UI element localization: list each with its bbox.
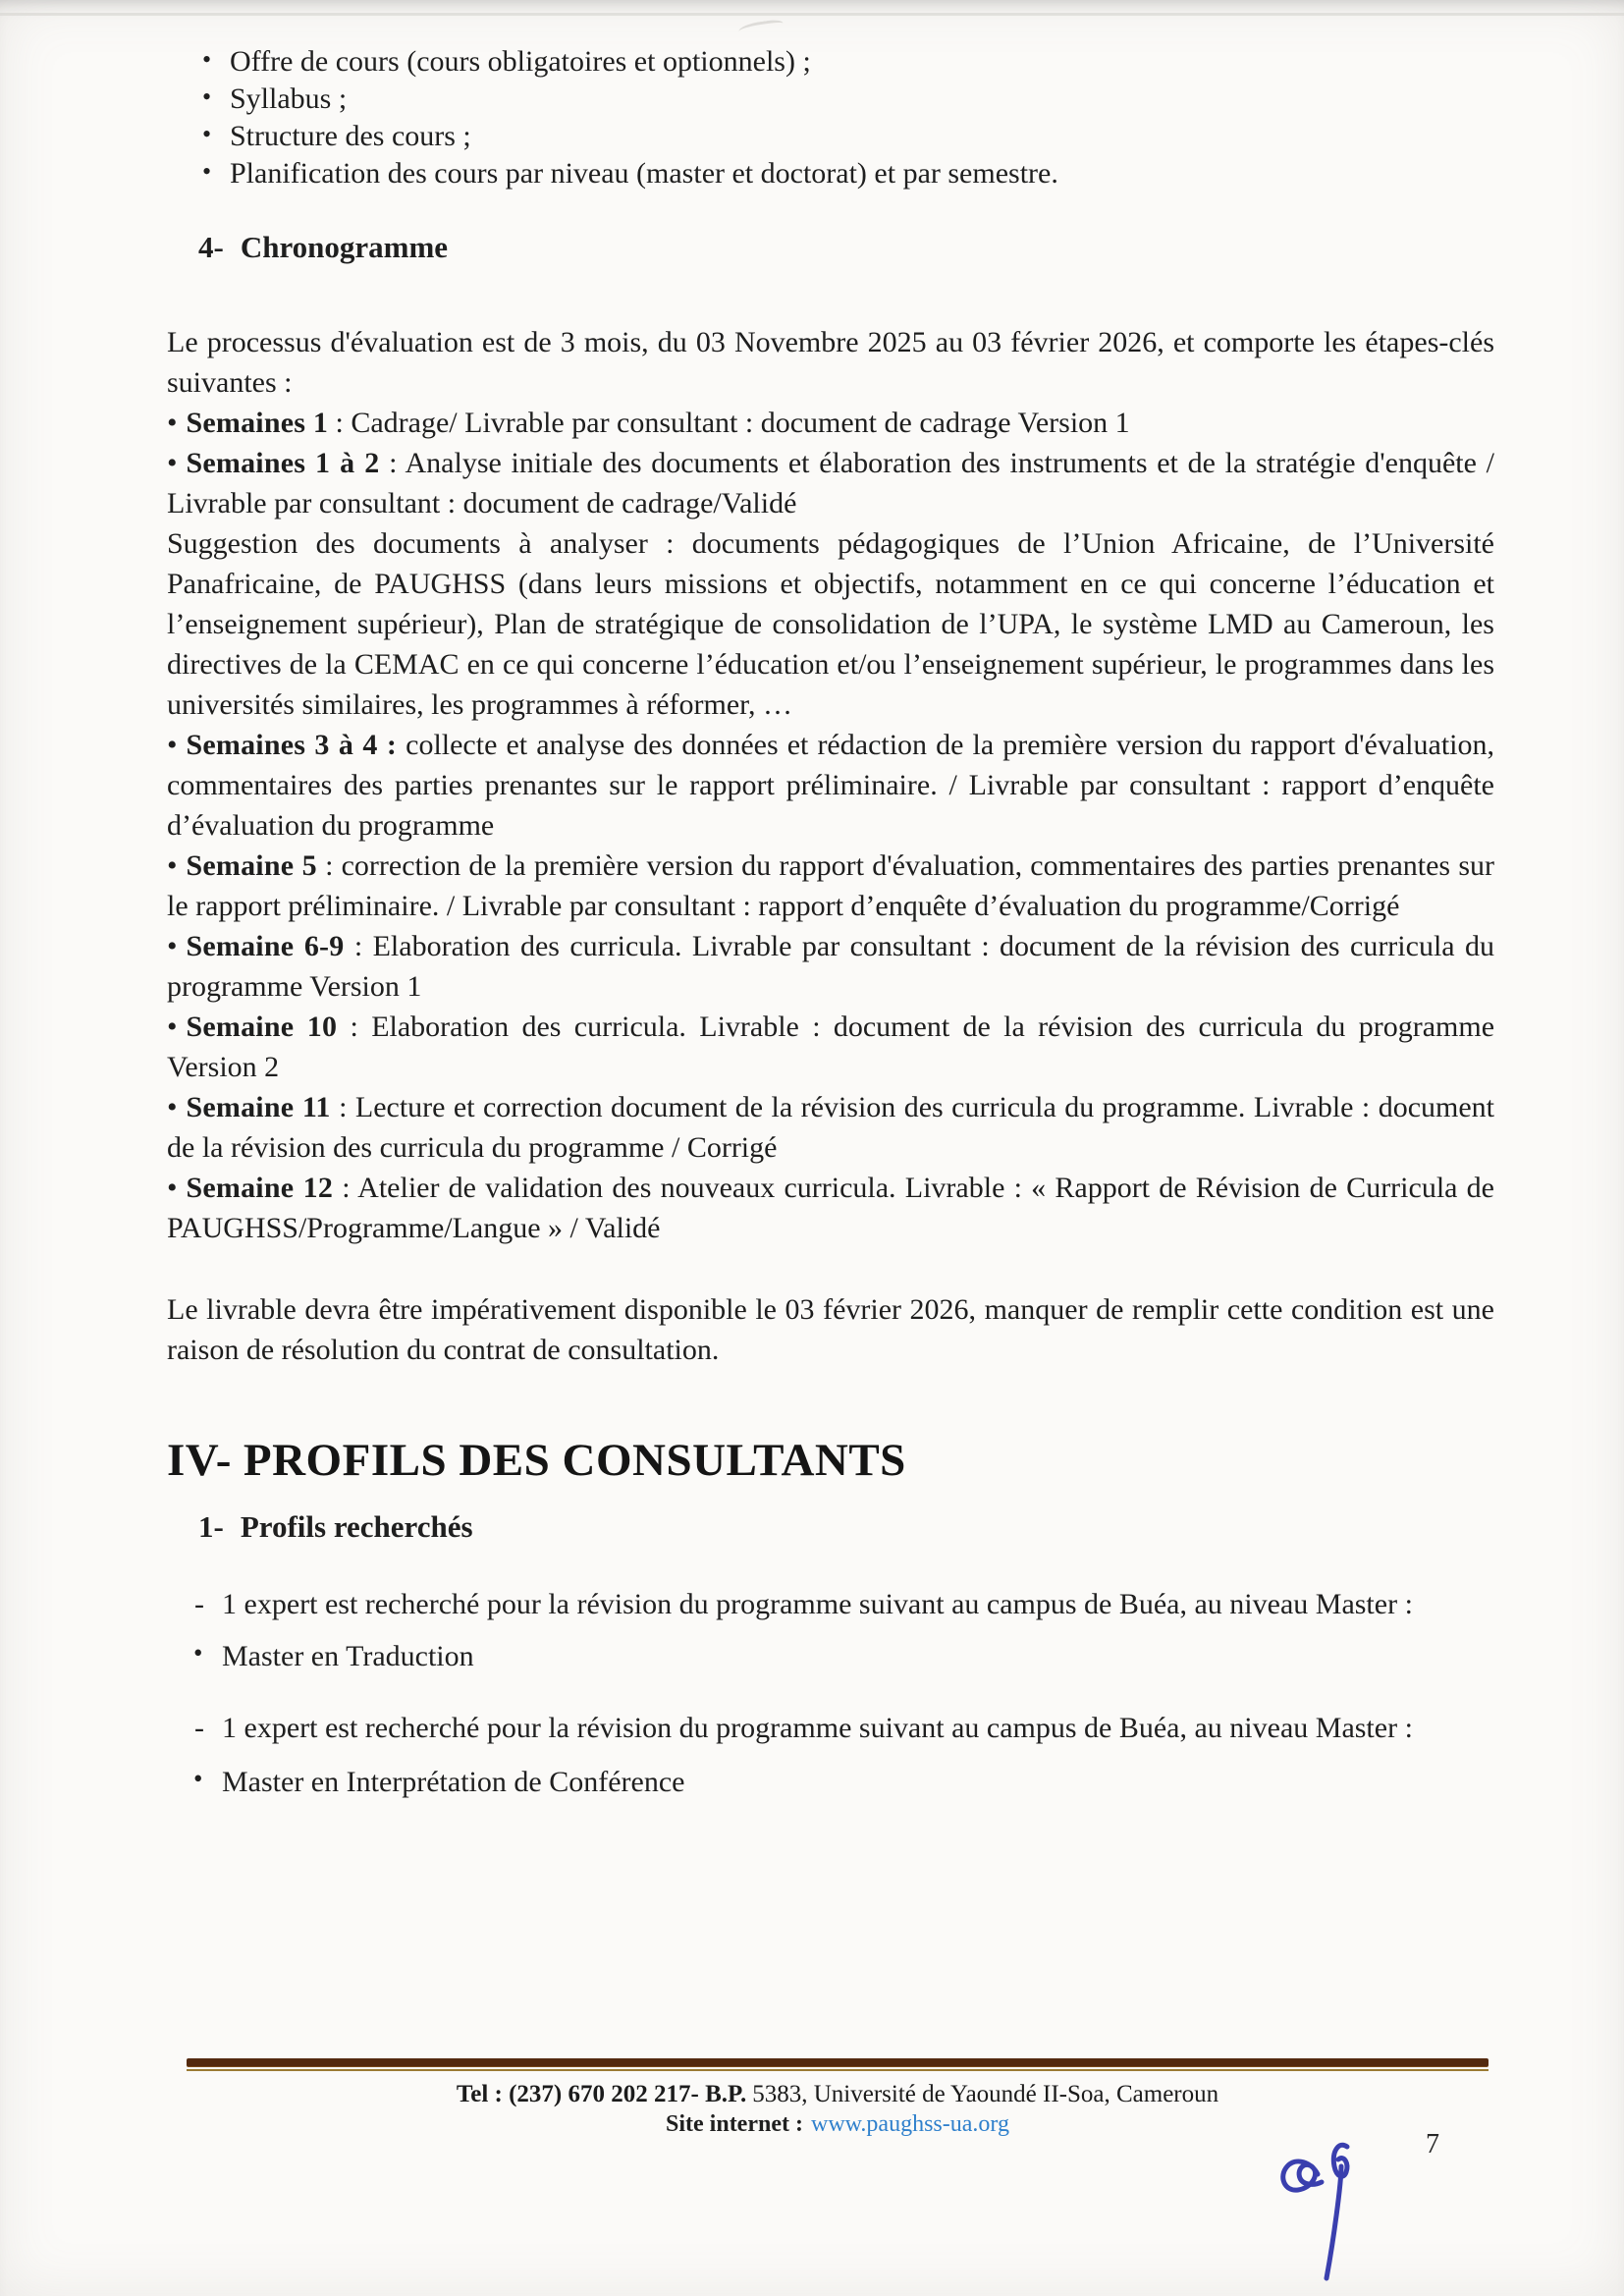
step-label: Semaines 1 à 2 xyxy=(186,447,380,479)
bullet-icon: • xyxy=(202,120,212,148)
chronogramme-intro: Le processus d'évaluation est de 3 mois, du 03 Novembre 2025 au 03 février 2026, et comporte les étapes-clés suivantes : xyxy=(167,326,1494,399)
dash-icon: - xyxy=(194,1712,204,1744)
section-number: IV- xyxy=(167,1435,232,1486)
section-number: 4- xyxy=(198,230,224,264)
bullet-icon: • xyxy=(167,930,178,962)
footer-rule-thin xyxy=(187,2069,1489,2071)
footer-tel-label: Tel : (237) 670 202 217- B.P. xyxy=(456,2081,747,2107)
page-number: 7 xyxy=(1426,2129,1439,2159)
section-title: Chronogramme xyxy=(240,230,449,264)
list-item xyxy=(167,155,1494,192)
timeline-step xyxy=(167,1087,1494,1168)
list-item xyxy=(167,81,1494,118)
list-item-text: Syllabus ; xyxy=(230,82,348,115)
expert-requirement-text: 1 expert est recherché pour la révision du programme suivant au campus de Buéa, au niveau Master : xyxy=(222,1588,1413,1620)
step-text: : correction de la première version du rapport d'évaluation, commentaires des parties prenantes sur le rapport préliminaire. / Livrable par consultant : rapport d’enquête d’évaluation du programme/Corrigé xyxy=(167,849,1494,922)
bullet-icon: • xyxy=(167,447,178,479)
step-text: : Analyse initiale des documents et élaboration des instruments et de la stratégie d'enquête / Livrable par consultant : document de cadrage/Validé xyxy=(167,447,1494,519)
master-program-item xyxy=(167,1636,1494,1676)
footer-site-label: Site internet : xyxy=(666,2111,803,2137)
bullet-icon: • xyxy=(167,1011,178,1043)
step-text: : Elaboration des curricula. Livrable : document de la révision des curricula du programme Version 2 xyxy=(167,1011,1495,1083)
step-label: Semaine 11 xyxy=(186,1091,331,1123)
step-label: Semaine 12 xyxy=(186,1172,334,1204)
subsection-heading-profils-recherches xyxy=(198,1507,1494,1547)
bullet-icon: • xyxy=(167,407,178,439)
step-label: Semaine 5 xyxy=(186,849,317,882)
section-title: PROFILS DES CONSULTANTS xyxy=(243,1435,906,1486)
bullet-icon: • xyxy=(202,157,212,186)
step-label: Semaine 6-9 xyxy=(186,930,345,962)
footer-tel-rest: 5383, Université de Yaoundé II-Soa, Cameroun xyxy=(752,2081,1219,2107)
bullet-icon: • xyxy=(167,1172,178,1204)
timeline-step xyxy=(167,725,1494,846)
step-text: : Elaboration des curricula. Livrable par consultant : document de la révision des curricula du programme Version 1 xyxy=(167,930,1495,1003)
timeline-step xyxy=(167,443,1494,523)
bullet-icon: • xyxy=(167,729,178,761)
section-heading-profils-consultants xyxy=(167,1433,1494,1488)
step-label: Semaines 3 à 4 : xyxy=(186,729,398,761)
bullet-icon: • xyxy=(193,1764,203,1793)
timeline-step xyxy=(167,403,1494,443)
step-text: : Lecture et correction document de la révision des curricula du programme. Livrable : document de la révision des curricula du programme / Corrigé xyxy=(167,1091,1495,1164)
timeline-step xyxy=(167,1168,1494,1248)
list-item xyxy=(167,118,1494,155)
step-text: : Cadrage/ Livrable par consultant : document de cadrage Version 1 xyxy=(328,407,1130,439)
dash-icon: - xyxy=(194,1588,204,1620)
footer-site-url: www.paughss-ua.org xyxy=(810,2111,1009,2137)
expert-requirement xyxy=(167,1584,1494,1624)
bullet-icon: • xyxy=(202,82,212,111)
subsection-title: Profils recherchés xyxy=(240,1509,473,1544)
footer-contact-line xyxy=(187,2080,1489,2109)
documents-suggestion-paragraph: Suggestion des documents à analyser : documents pédagogiques de l’Union Africaine, de l’Université Panafricaine, de PAUGHSS (dans leurs missions et objectifs, notamment en ce qui concerne l’éducation et l’enseignement supérieur), Plan de stratégique de consolidation de l’UPA, le système LMD au Cameroun, les directives de la CEMAC en ce qui concerne l’éducation et/ou l’enseignement supérieur, le programmes dans les universités similaires, les programmes à réformer, … xyxy=(167,527,1494,721)
deliverable-deadline-paragraph: Le livrable devra être impérativement disponible le 03 février 2026, manquer de remplir cette condition est une raison de résolution du contrat de consultation. xyxy=(167,1293,1494,1366)
master-program-item xyxy=(167,1762,1494,1802)
signature-mark xyxy=(1276,2133,1394,2290)
master-program-text: Master en Traduction xyxy=(222,1640,474,1672)
bullet-icon: • xyxy=(167,1091,178,1123)
expert-requirement-text: 1 expert est recherché pour la révision du programme suivant au campus de Buéa, au niveau Master : xyxy=(222,1712,1413,1744)
list-item-text: Structure des cours ; xyxy=(230,120,471,152)
course-elements-list xyxy=(167,43,1494,192)
bullet-icon: • xyxy=(193,1638,203,1667)
step-text: : Atelier de validation des nouveaux curricula. Livrable : « Rapport de Révision de Curricula de PAUGHSS/Programme/Langue » / Validé xyxy=(167,1172,1495,1244)
master-program-text: Master en Interprétation de Conférence xyxy=(222,1766,685,1798)
timeline-step xyxy=(167,846,1494,926)
list-item-text: Offre de cours (cours obligatoires et optionnels) ; xyxy=(230,45,811,78)
timeline-step xyxy=(167,1007,1494,1087)
step-label: Semaines 1 xyxy=(186,407,329,439)
footer-rule-thick xyxy=(187,2058,1489,2066)
list-item xyxy=(167,43,1494,81)
timeline-step xyxy=(167,926,1494,1007)
list-item-text: Planification des cours par niveau (master et doctorat) et par semestre. xyxy=(230,157,1058,190)
step-label: Semaine 10 xyxy=(186,1011,338,1043)
page-footer xyxy=(187,2058,1489,2139)
bullet-icon: • xyxy=(167,849,178,882)
bullet-icon: • xyxy=(202,45,212,74)
expert-requirement xyxy=(167,1708,1494,1748)
page-body xyxy=(167,0,1494,1802)
subsection-number: 1- xyxy=(198,1509,224,1544)
section-heading-chronogramme xyxy=(198,228,1494,267)
step-text: collecte et analyse des données et rédaction de la première version du rapport d'évaluation, commentaires des parties prenantes sur le rapport préliminaire. / Livrable par consultant : rapport d’enquête d’évaluation du programme xyxy=(167,729,1494,842)
